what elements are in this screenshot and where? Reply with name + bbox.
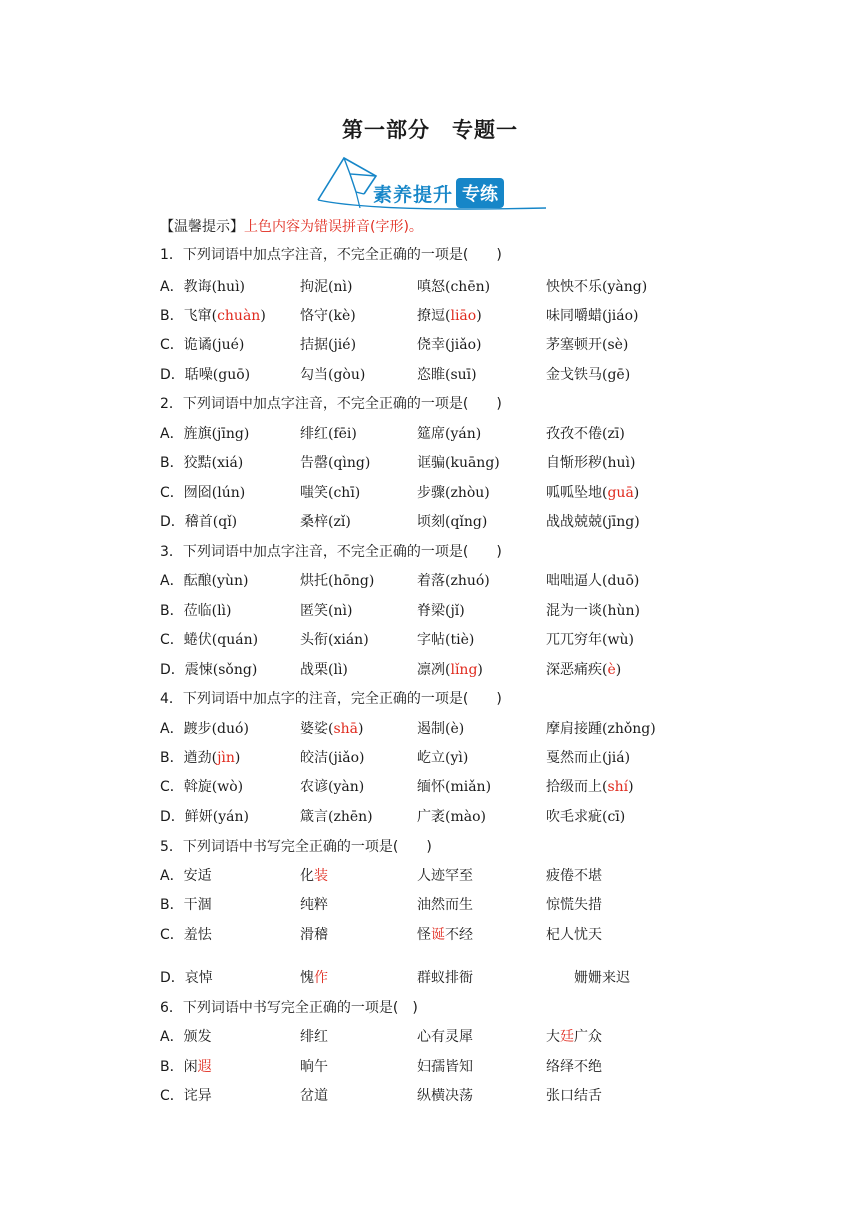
term-segment: 吹毛求疵(cī) xyxy=(546,809,626,825)
option-row xyxy=(160,718,720,740)
term-segment: 群蚁排衙 xyxy=(417,970,473,986)
option-term xyxy=(300,1085,328,1105)
term-segment: ) xyxy=(260,308,266,324)
term-segment: 呱呱坠地( xyxy=(546,485,608,501)
option-letter: C． xyxy=(160,337,184,353)
term-segment: 广袤(mào) xyxy=(417,809,486,825)
option-letter: A． xyxy=(160,721,184,737)
term-segment: 广众 xyxy=(574,1029,602,1045)
option-row xyxy=(160,776,720,798)
term-segment: 凛冽( xyxy=(417,662,451,678)
term-segment: 姗姗来迟 xyxy=(574,970,630,986)
term-segment: 孜孜不倦(zī) xyxy=(546,426,625,442)
term-segment: 油然而生 xyxy=(417,897,473,913)
option-term xyxy=(300,276,352,296)
term-segment: 疲倦不堪 xyxy=(546,868,602,884)
badge-tag-text: 专练 xyxy=(456,178,504,208)
option-letter: C． xyxy=(160,485,184,501)
option-row xyxy=(160,452,720,474)
term-segment: ) xyxy=(476,308,482,324)
option-term xyxy=(300,718,364,738)
error-segment: liāo xyxy=(450,308,477,324)
option-term xyxy=(300,629,369,649)
option-term xyxy=(417,511,487,531)
option-term xyxy=(160,511,237,531)
option-term xyxy=(546,1026,602,1046)
term-segment: 震悚(sǒng) xyxy=(184,662,258,678)
option-term xyxy=(160,364,250,384)
badge-main-text: 素养提升 xyxy=(373,183,454,206)
error-segment: chuàn xyxy=(217,308,261,324)
option-term xyxy=(574,967,630,987)
option-term xyxy=(417,276,490,296)
option-term xyxy=(160,629,258,649)
option-letter: C． xyxy=(160,779,184,795)
term-segment: 步骤(zhòu) xyxy=(417,485,490,501)
option-term xyxy=(300,659,348,679)
option-letter: D． xyxy=(160,367,185,383)
term-segment: 哀悼 xyxy=(184,970,213,986)
option-letter: D． xyxy=(160,970,185,986)
term-segment: 深恶痛疾( xyxy=(546,662,608,678)
option-term xyxy=(160,276,245,296)
term-segment: ) xyxy=(628,779,634,795)
term-segment: 教诲(huì) xyxy=(183,279,246,295)
term-segment: 旌旗(jīng) xyxy=(183,426,250,442)
term-segment: 安适 xyxy=(183,868,212,884)
term-segment: ) xyxy=(477,662,483,678)
option-term xyxy=(546,865,602,885)
term-segment: 颁发 xyxy=(183,1029,212,1045)
option-row xyxy=(160,967,720,989)
term-segment: 踱步(duó) xyxy=(183,721,249,737)
option-letter: B． xyxy=(160,1059,184,1075)
term-segment: 顷刻(qǐng) xyxy=(417,514,488,530)
term-segment: 婆娑( xyxy=(300,721,334,737)
term-segment: 干涸 xyxy=(183,897,212,913)
question-stem: 1．下列词语中加点字注音，不完全正确的一项是( ) xyxy=(160,247,502,263)
option-term xyxy=(300,924,328,944)
option-term xyxy=(300,967,328,987)
term-segment: 绯红(fēi) xyxy=(300,426,357,442)
error-segment: jìn xyxy=(217,750,235,766)
term-segment: 拾级而上( xyxy=(546,779,608,795)
term-segment: 怏怏不乐(yàng) xyxy=(546,279,648,295)
page-title: 第一部分 专题一 xyxy=(342,118,518,142)
option-letter: B． xyxy=(160,308,184,324)
term-segment: 诓骗(kuāng) xyxy=(417,455,500,471)
term-segment: 络绎不绝 xyxy=(546,1059,602,1075)
option-term xyxy=(160,747,240,767)
option-term xyxy=(417,659,483,679)
term-segment: 酝酿(yùn) xyxy=(183,573,249,589)
term-segment: 羞怯 xyxy=(183,927,212,943)
option-letter: C． xyxy=(160,632,184,648)
option-term xyxy=(300,570,374,590)
option-row xyxy=(160,806,720,828)
term-segment: 拘泥(nì) xyxy=(300,279,353,295)
term-segment: 囫囵(lún) xyxy=(183,485,246,501)
term-segment: 咄咄逼人(duō) xyxy=(546,573,640,589)
option-row xyxy=(160,865,720,887)
term-segment: 聒噪(guō) xyxy=(184,367,251,383)
option-term xyxy=(160,1026,212,1046)
option-term xyxy=(300,806,373,826)
option-term xyxy=(417,570,490,590)
option-term xyxy=(160,334,244,354)
option-term xyxy=(417,482,490,502)
option-term xyxy=(300,305,356,325)
term-segment: 桑梓(zǐ) xyxy=(300,514,351,530)
error-segment: 诞 xyxy=(431,927,445,943)
option-term xyxy=(160,305,266,325)
term-segment: 兀兀穷年(wù) xyxy=(546,632,634,648)
term-segment: 斡旋(wò) xyxy=(183,779,244,795)
term-segment: 人迹罕至 xyxy=(417,868,473,884)
option-term xyxy=(546,924,602,944)
term-segment: 筵席(yán) xyxy=(417,426,482,442)
option-term xyxy=(160,776,243,796)
term-segment: 烘托(hōng) xyxy=(300,573,375,589)
term-segment: 纯粹 xyxy=(300,897,328,913)
option-term xyxy=(160,570,248,590)
option-row xyxy=(160,924,720,946)
option-term xyxy=(417,452,500,472)
term-segment: 妇孺皆知 xyxy=(417,1059,473,1075)
term-segment: 味同嚼蜡(jiáo) xyxy=(546,308,639,324)
option-letter: C． xyxy=(160,927,184,943)
option-term xyxy=(546,1085,602,1105)
option-row xyxy=(160,659,720,681)
option-term xyxy=(300,894,328,914)
term-segment: 着落(zhuó) xyxy=(417,573,490,589)
term-segment: 戛然而止(jiá) xyxy=(546,750,631,766)
option-term xyxy=(160,1056,212,1076)
option-term xyxy=(546,511,640,531)
term-segment: 绯红 xyxy=(300,1029,328,1045)
option-term xyxy=(546,305,639,325)
option-term xyxy=(546,482,639,502)
option-term xyxy=(300,1026,328,1046)
option-term xyxy=(417,894,473,914)
option-term xyxy=(417,334,482,354)
term-segment: 不经 xyxy=(445,927,473,943)
term-segment: 晌午 xyxy=(300,1059,328,1075)
term-segment: 侥幸(jiǎo) xyxy=(417,337,482,353)
option-term xyxy=(300,747,365,767)
option-term xyxy=(417,1056,473,1076)
option-letter: B． xyxy=(160,603,184,619)
term-segment: 鲜妍(yán) xyxy=(184,809,249,825)
term-segment: 杞人忧天 xyxy=(546,927,602,943)
option-term xyxy=(300,1056,328,1076)
option-term xyxy=(160,806,249,826)
option-term xyxy=(417,865,473,885)
option-term xyxy=(300,423,357,443)
term-segment: 愧 xyxy=(300,970,314,986)
term-segment: 遏制(è) xyxy=(417,721,465,737)
option-term xyxy=(546,452,635,472)
option-letter: A． xyxy=(160,868,184,884)
option-term xyxy=(300,482,360,502)
term-segment: 金戈铁马(gē) xyxy=(546,367,631,383)
option-row xyxy=(160,334,720,356)
term-segment: 飞窜( xyxy=(183,308,218,324)
option-row xyxy=(160,423,720,445)
term-segment: 匿笑(nì) xyxy=(300,603,353,619)
option-term xyxy=(417,924,473,944)
option-term xyxy=(546,776,634,796)
term-segment: 缅怀(miǎn) xyxy=(417,779,492,795)
option-row xyxy=(160,1056,720,1078)
option-term xyxy=(546,629,634,649)
option-term xyxy=(546,659,621,679)
term-segment: 嗤笑(chī) xyxy=(300,485,361,501)
option-letter: A． xyxy=(160,279,184,295)
option-term xyxy=(300,334,356,354)
option-term xyxy=(417,967,473,987)
option-letter: D． xyxy=(160,662,185,678)
tip-line xyxy=(160,216,423,236)
error-segment: shí xyxy=(607,779,629,795)
option-row xyxy=(160,747,720,769)
option-row xyxy=(160,1085,720,1107)
option-term xyxy=(300,776,364,796)
error-segment: 遐 xyxy=(197,1059,212,1075)
error-segment: shā xyxy=(333,721,359,737)
option-row xyxy=(160,600,720,622)
option-term xyxy=(546,1056,602,1076)
option-term xyxy=(546,600,640,620)
term-segment: 诧异 xyxy=(183,1088,212,1104)
error-segment: 廷 xyxy=(560,1029,574,1045)
term-segment: 嗔怒(chēn) xyxy=(417,279,491,295)
term-segment: 勾当(gòu) xyxy=(300,367,366,383)
option-term xyxy=(160,659,257,679)
term-segment: 惊慌失措 xyxy=(546,897,602,913)
term-segment: 遒劲( xyxy=(183,750,218,766)
option-term xyxy=(417,305,482,325)
term-segment: 恣睢(suī) xyxy=(417,367,477,383)
term-segment: 狡黠(xiá) xyxy=(183,455,244,471)
option-term xyxy=(417,776,491,796)
term-segment: 滑稽 xyxy=(300,927,328,943)
option-term xyxy=(160,924,212,944)
question-stem: 6．下列词语中书写完全正确的一项是( ) xyxy=(160,1000,418,1016)
option-letter: A． xyxy=(160,426,184,442)
error-segment: guā xyxy=(607,485,634,501)
option-term xyxy=(160,967,213,987)
option-term xyxy=(546,364,630,384)
term-segment: ) xyxy=(358,721,364,737)
term-segment: 化 xyxy=(300,868,314,884)
term-segment: ) xyxy=(633,485,640,501)
term-segment: 撩逗( xyxy=(417,308,451,324)
option-row xyxy=(160,1026,720,1048)
option-term xyxy=(546,423,625,443)
term-segment: ) xyxy=(615,662,622,678)
term-segment: 闲 xyxy=(183,1059,198,1075)
option-term xyxy=(546,894,602,914)
term-segment: 茅塞顿开(sè) xyxy=(546,337,629,353)
option-letter: A． xyxy=(160,1029,184,1045)
term-segment: 混为一谈(hùn) xyxy=(546,603,640,619)
option-row xyxy=(160,894,720,916)
option-row xyxy=(160,364,720,386)
option-term xyxy=(300,364,365,384)
option-letter: B． xyxy=(160,455,184,471)
option-term xyxy=(300,452,370,472)
option-term xyxy=(417,1026,473,1046)
error-segment: è xyxy=(607,662,616,678)
term-segment: 稽首(qǐ) xyxy=(184,514,238,530)
term-segment: 恪守(kè) xyxy=(300,308,356,324)
term-segment: 屹立(yì) xyxy=(417,750,469,766)
term-segment: 拮据(jié) xyxy=(300,337,357,353)
question-stem: 3．下列词语中加点字注音，不完全正确的一项是( ) xyxy=(160,544,502,560)
option-row xyxy=(160,305,720,327)
error-segment: 作 xyxy=(314,970,328,986)
option-term xyxy=(300,600,352,620)
option-term xyxy=(417,600,465,620)
question-stem: 2．下列词语中加点字注音，不完全正确的一项是( ) xyxy=(160,396,502,412)
option-term xyxy=(160,718,249,738)
option-row xyxy=(160,511,720,533)
question-stem: 5．下列词语中书写完全正确的一项是( ) xyxy=(160,839,432,855)
option-term xyxy=(160,865,212,885)
option-letter: D． xyxy=(160,809,185,825)
option-letter: C． xyxy=(160,1088,184,1104)
question-stem: 4．下列词语中加点字的注音，完全正确的一项是( ) xyxy=(160,691,502,707)
option-term xyxy=(417,806,486,826)
tip-text: 上色内容为错误拼音(字形)。 xyxy=(244,219,423,235)
term-segment: 自惭形秽(huì) xyxy=(546,455,636,471)
term-segment: 怪 xyxy=(417,927,431,943)
option-row xyxy=(160,570,720,592)
option-term xyxy=(417,1085,473,1105)
option-term xyxy=(160,423,249,443)
option-term xyxy=(160,600,232,620)
term-segment: 张口结舌 xyxy=(546,1088,602,1104)
term-segment: 脊梁(jǐ) xyxy=(417,603,465,619)
option-term xyxy=(160,452,243,472)
option-letter: D． xyxy=(160,514,185,530)
option-term xyxy=(546,747,630,767)
option-term xyxy=(417,423,481,443)
option-term xyxy=(546,806,625,826)
term-segment: 心有灵犀 xyxy=(417,1029,473,1045)
option-term xyxy=(160,894,212,914)
option-term xyxy=(160,1085,212,1105)
option-term xyxy=(546,334,628,354)
term-segment: 战战兢兢(jīng) xyxy=(546,514,640,530)
term-segment: 头衔(xián) xyxy=(300,632,369,648)
option-term xyxy=(546,718,656,738)
option-term xyxy=(417,629,474,649)
option-row xyxy=(160,629,720,651)
error-segment: 装 xyxy=(314,868,328,884)
term-segment: 蜷伏(quán) xyxy=(183,632,259,648)
option-term xyxy=(300,865,328,885)
term-segment: 大 xyxy=(546,1029,560,1045)
option-letter: B． xyxy=(160,750,184,766)
option-term xyxy=(300,511,351,531)
term-segment: 莅临(lì) xyxy=(183,603,232,619)
term-segment: 岔道 xyxy=(300,1088,328,1104)
option-term xyxy=(417,718,464,738)
tip-label: 【温馨提示】 xyxy=(160,219,244,235)
option-term xyxy=(546,570,639,590)
option-letter: B． xyxy=(160,897,184,913)
option-letter: A． xyxy=(160,573,184,589)
option-term xyxy=(546,276,647,296)
section-badge xyxy=(314,154,550,212)
term-segment: 摩肩接踵(zhǒng) xyxy=(546,721,656,737)
term-segment: 农谚(yàn) xyxy=(300,779,365,795)
option-row xyxy=(160,276,720,298)
option-term xyxy=(417,747,468,767)
term-segment: 战栗(lì) xyxy=(300,662,348,678)
error-segment: lǐng xyxy=(450,662,478,678)
term-segment: 皎洁(jiǎo) xyxy=(300,750,365,766)
term-segment: 字帖(tiè) xyxy=(417,632,475,648)
term-segment: ) xyxy=(234,750,241,766)
term-segment: 纵横决荡 xyxy=(417,1088,473,1104)
option-row xyxy=(160,482,720,504)
term-segment: 箴言(zhēn) xyxy=(300,809,373,825)
option-term xyxy=(417,364,477,384)
term-segment: 诡谲(jué) xyxy=(183,337,245,353)
term-segment: 告罄(qìng) xyxy=(300,455,371,471)
option-term xyxy=(160,482,245,502)
